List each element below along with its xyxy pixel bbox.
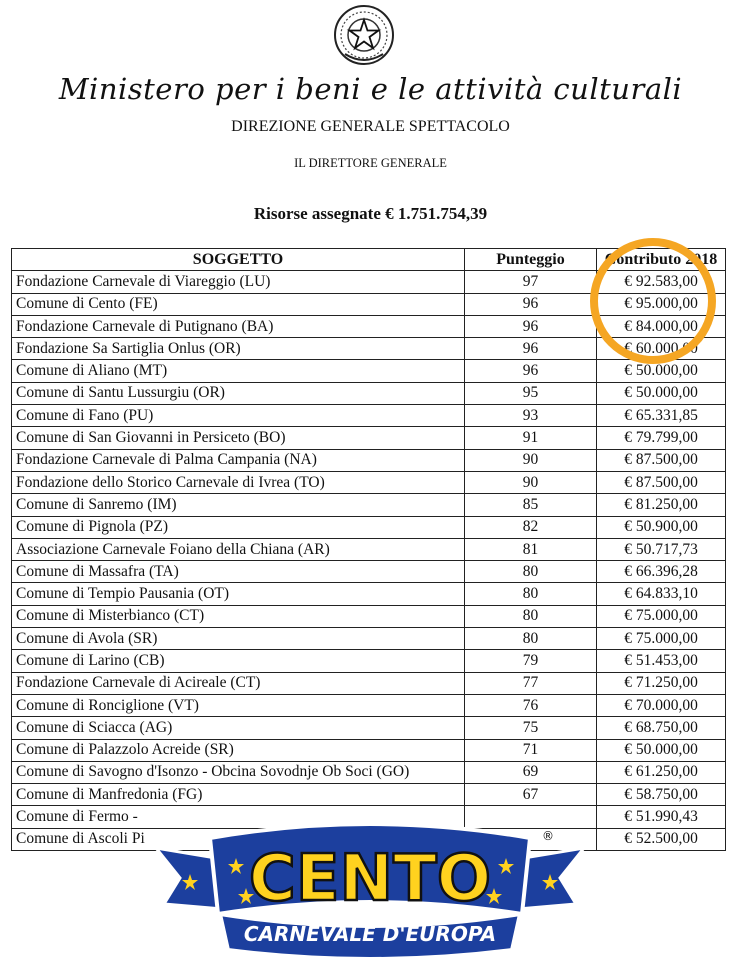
cell-contributo: € 50.900,00 [597, 516, 726, 538]
cell-soggetto: Comune di Manfredonia (FG) [12, 784, 465, 806]
table-row [12, 761, 726, 783]
cell-soggetto: Fondazione Carnevale di Palma Campania (NA) [12, 449, 465, 471]
cell-soggetto: Fondazione Carnevale di Viareggio (LU) [12, 271, 465, 293]
risorse-total: Risorse assegnate € 1.751.754,39 [253, 204, 488, 223]
table-row [12, 583, 726, 605]
cell-contributo: € 87.500,00 [597, 449, 726, 471]
cell-soggetto: Associazione Carnevale Foiano della Chiana (AR) [12, 538, 465, 560]
table-row [12, 471, 726, 493]
cell-punteggio: 96 [465, 360, 597, 382]
cell-contributo: € 65.331,85 [597, 405, 726, 427]
cell-punteggio: 81 [465, 538, 597, 560]
cell-contributo: € 79.799,00 [597, 427, 726, 449]
cell-contributo: € 66.396,28 [597, 561, 726, 583]
table-row [12, 561, 726, 583]
cell-soggetto: Comune di Larino (CB) [12, 650, 465, 672]
cell-soggetto: Fondazione dello Storico Carnevale di Ivrea (TO) [12, 471, 465, 493]
cell-contributo: € 61.250,00 [597, 761, 726, 783]
cell-contributo: € 50.717,73 [597, 538, 726, 560]
cell-contributo: € 50.000,00 [597, 382, 726, 404]
cell-punteggio: 96 [465, 315, 597, 337]
highlight-circle [590, 238, 716, 364]
cell-punteggio: 82 [465, 516, 597, 538]
cell-contributo: € 51.990,43 [597, 806, 726, 828]
cell-soggetto: Fondazione Carnevale di Acireale (CT) [12, 672, 465, 694]
table-row [12, 427, 726, 449]
cell-soggetto: Comune di Tempio Pausania (OT) [12, 583, 465, 605]
table-row [12, 672, 726, 694]
cell-soggetto: Comune di Savogno d'Isonzo - Obcina Sovodnje Ob Soci (GO) [12, 761, 465, 783]
cell-contributo: € 70.000,00 [597, 694, 726, 716]
cell-contributo: € 64.833,10 [597, 583, 726, 605]
table-row [12, 628, 726, 650]
cell-punteggio: 96 [465, 293, 597, 315]
cell-soggetto: Comune di Palazzolo Acreide (SR) [12, 739, 465, 761]
cell-punteggio: 80 [465, 605, 597, 627]
logo-title: CENTO [248, 842, 492, 916]
cell-soggetto: Comune di San Giovanni in Persiceto (BO) [12, 427, 465, 449]
cell-punteggio: 69 [465, 761, 597, 783]
cell-contributo: € 84.000,00 [597, 315, 726, 337]
cell-soggetto: Comune di Pignola (PZ) [12, 516, 465, 538]
cell-punteggio: 97 [465, 271, 597, 293]
cell-punteggio: 75 [465, 717, 597, 739]
table-row [12, 784, 726, 806]
cell-contributo: € 51.453,00 [597, 650, 726, 672]
direttore-title: IL DIRETTORE GENERALE [294, 156, 447, 170]
cell-contributo: € 95.000,00 [597, 293, 726, 315]
cell-contributo: € 68.750,00 [597, 717, 726, 739]
cell-soggetto: Comune di Massafra (TA) [12, 561, 465, 583]
cell-soggetto: Comune di Cento (FE) [12, 293, 465, 315]
cell-contributo: € 75.000,00 [597, 628, 726, 650]
table-row [12, 605, 726, 627]
table-row [12, 382, 726, 404]
column-header-punteggio: Punteggio [465, 249, 597, 271]
cell-punteggio: 76 [465, 694, 597, 716]
cell-soggetto: Fondazione Sa Sartiglia Onlus (OR) [12, 338, 465, 360]
logo-registered-mark: ® [542, 829, 554, 843]
cell-contributo: € 81.250,00 [597, 494, 726, 516]
cell-soggetto: Comune di Ronciglione (VT) [12, 694, 465, 716]
logo-subtitle: CARNEVALE D'EUROPA [243, 922, 497, 946]
column-header-contributo: Contributo 2018 [597, 249, 726, 271]
cell-soggetto: Comune di Misterbianco (CT) [12, 605, 465, 627]
cell-punteggio: 91 [465, 427, 597, 449]
cell-punteggio: 85 [465, 494, 597, 516]
cell-punteggio: 80 [465, 628, 597, 650]
cell-punteggio: 71 [465, 739, 597, 761]
column-header-soggetto: SOGGETTO [12, 249, 465, 271]
table-row [12, 449, 726, 471]
cell-punteggio: 67 [465, 784, 597, 806]
table-row [12, 405, 726, 427]
table-row [12, 494, 726, 516]
cell-contributo: € 50.000,00 [597, 360, 726, 382]
cell-soggetto: Comune di Ascoli Pi [12, 828, 465, 850]
table-row [12, 694, 726, 716]
table-row [12, 717, 726, 739]
cell-soggetto: Fondazione Carnevale di Putignano (BA) [12, 315, 465, 337]
cell-soggetto: Comune di Avola (SR) [12, 628, 465, 650]
cell-contributo: € 52.500,00 [597, 828, 726, 850]
cell-punteggio: 90 [465, 471, 597, 493]
cell-contributo: € 92.583,00 [597, 271, 726, 293]
cell-soggetto: Comune di Sciacca (AG) [12, 717, 465, 739]
cell-punteggio: 90 [465, 449, 597, 471]
italian-republic-emblem-icon [333, 4, 395, 66]
cell-soggetto: Comune di Fermo - [12, 806, 465, 828]
cell-contributo: € 60.000,00 [597, 338, 726, 360]
cento-carnevale-logo [150, 818, 590, 960]
cell-punteggio: 95 [465, 382, 597, 404]
cell-punteggio: 96 [465, 338, 597, 360]
cell-punteggio: 80 [465, 561, 597, 583]
table-row [12, 360, 726, 382]
cell-soggetto: Comune di Sanremo (IM) [12, 494, 465, 516]
cell-contributo: € 71.250,00 [597, 672, 726, 694]
cell-punteggio: 77 [465, 672, 597, 694]
cell-contributo: € 75.000,00 [597, 605, 726, 627]
table-row [12, 739, 726, 761]
cell-soggetto: Comune di Aliano (MT) [12, 360, 465, 382]
cell-punteggio: 79 [465, 650, 597, 672]
cell-soggetto: Comune di Santu Lussurgiu (OR) [12, 382, 465, 404]
cell-contributo: € 87.500,00 [597, 471, 726, 493]
cell-contributo: € 50.000,00 [597, 739, 726, 761]
cell-punteggio: 93 [465, 405, 597, 427]
table-row [12, 516, 726, 538]
table-row [12, 538, 726, 560]
ministry-title: Ministero per i beni e le attività culturali [58, 72, 683, 106]
cell-punteggio: 80 [465, 583, 597, 605]
cell-soggetto: Comune di Fano (PU) [12, 405, 465, 427]
table-row [12, 650, 726, 672]
cell-contributo: € 58.750,00 [597, 784, 726, 806]
direzione-title: DIREZIONE GENERALE SPETTACOLO [231, 118, 510, 135]
